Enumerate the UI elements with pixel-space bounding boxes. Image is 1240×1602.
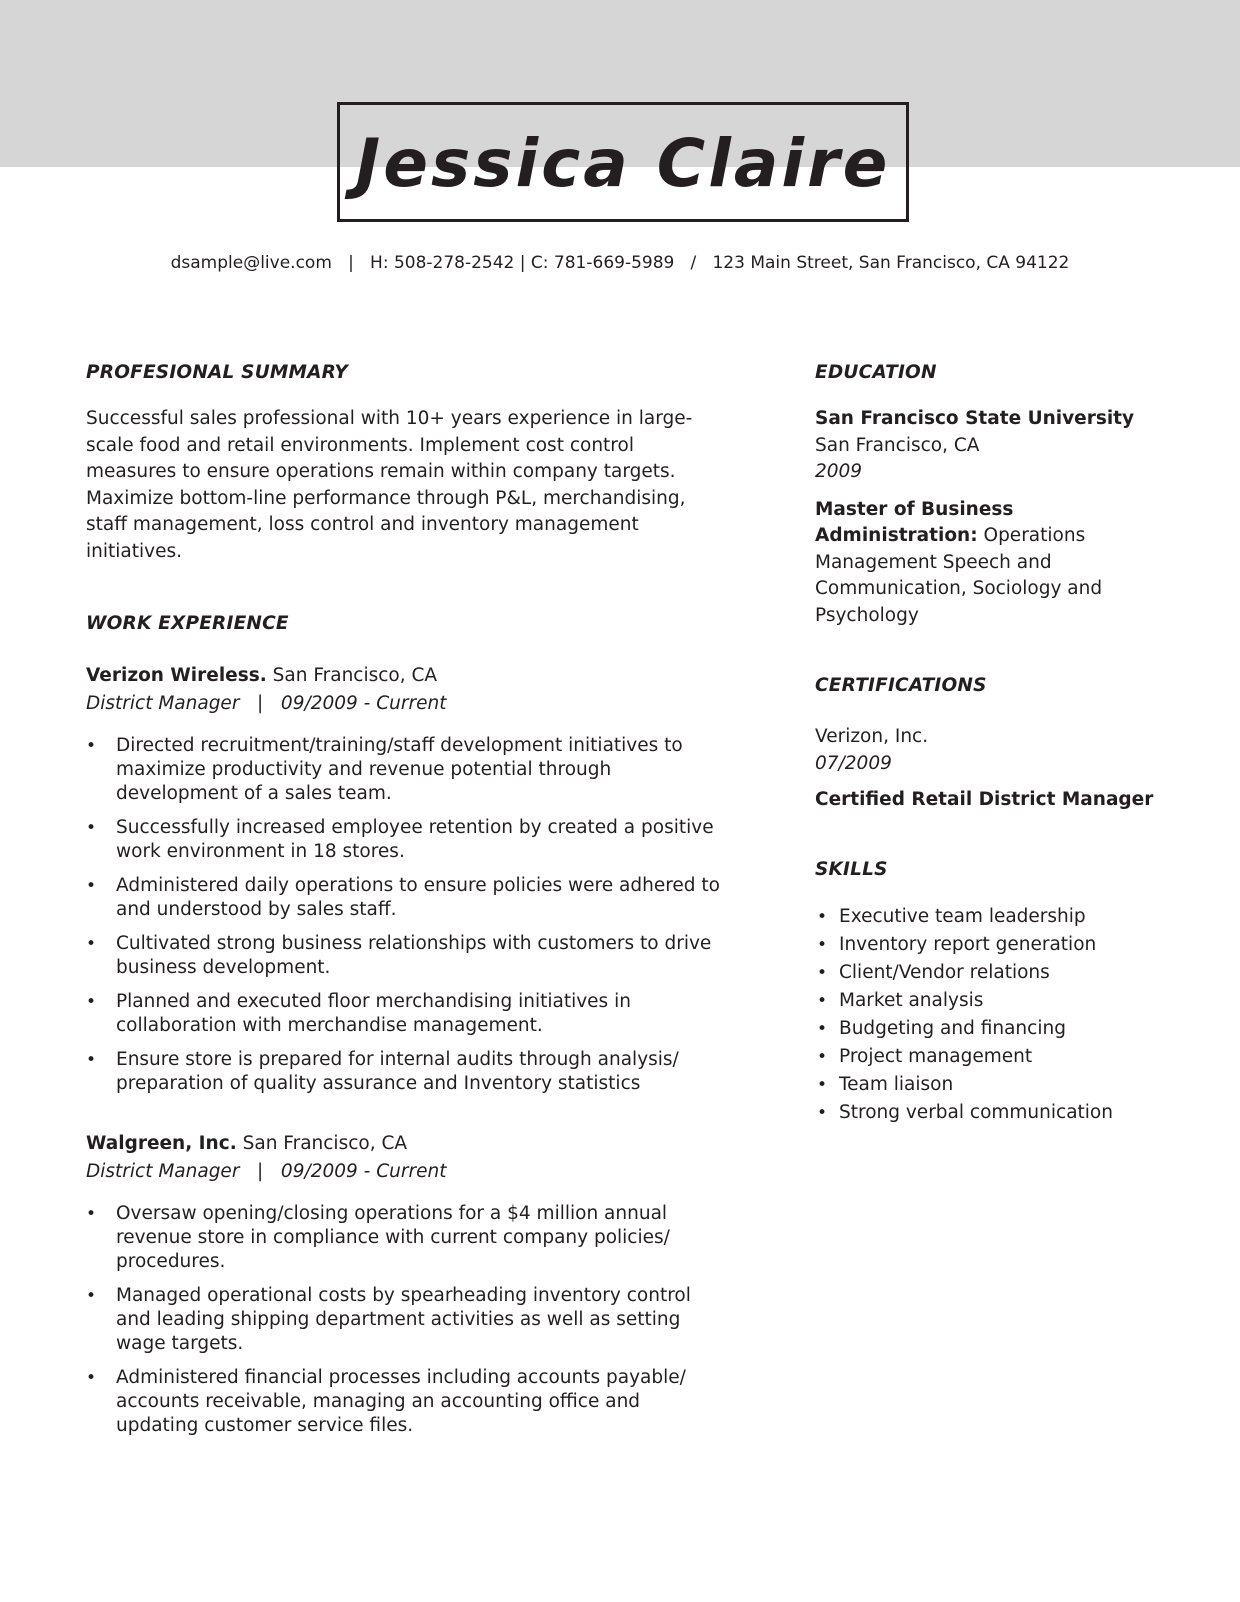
contact-line: dsample@live.com | H: 508-278-2542 | C: 781-669-5989 / 123 Main Street, San Francisco, CA 94122	[170, 253, 1070, 273]
job-location: San Francisco, CA	[236, 1133, 408, 1154]
job-bullet: • Managed operational costs by spearheading inventory control and leading shipping department activities as well as setting wage targets.	[86, 1284, 726, 1356]
job-location: San Francisco, CA	[266, 665, 438, 686]
degree	[815, 497, 1165, 630]
school-location: San Francisco, CA	[815, 434, 980, 456]
job-bullet: • Cultivated strong business relationships with customers to drive business development.	[86, 932, 726, 980]
summary-title: PROFESIONAL SUMMARY	[86, 362, 348, 383]
skill-item: • Budgeting and financing	[815, 1015, 1165, 1043]
skills-list	[815, 903, 1165, 1127]
left-column	[86, 360, 726, 1448]
job-title-dates: District Manager | 09/2009 - Current	[86, 1161, 447, 1182]
certifications-title: CERTIFICATIONS	[815, 675, 987, 696]
degree-name: Master of Business Administration:	[815, 498, 1014, 546]
job-heading	[86, 1130, 726, 1158]
job-bullet: • Administered financial processes including accounts payable/ accounts receivable, managing an accounting office and updating customer service files.	[86, 1366, 726, 1438]
job-bullet: • Administered daily operations to ensure policies were adhered to and understood by sales staff.	[86, 874, 726, 922]
cert-name: Certified Retail District Manager	[815, 789, 1154, 810]
job-bullet: • Planned and executed floor merchandising initiatives in collaboration with merchandise management.	[86, 990, 726, 1038]
job-bullet: • Oversaw opening/closing operations for a $4 million annual revenue store in compliance with current company policies/ procedures.	[86, 1202, 726, 1274]
candidate-name: Jessica Claire	[355, 125, 891, 202]
summary-text: Successful sales professional with 10+ years experience in large-scale food and retail environments. Implement cost control measures to ensure operations remain within company targets. Maximize bottom-line performance through P&L, merchandising, staff management, loss control and inventory management initiatives.	[86, 408, 693, 562]
skills-title: SKILLS	[815, 858, 888, 880]
skill-item: • Strong verbal communication	[815, 1099, 1165, 1127]
school-name: San Francisco State University	[815, 408, 1135, 429]
degree-field: Operations Management Speech and Communication, Sociology and Psychology	[815, 525, 1103, 626]
job-company: Walgreen, Inc.	[86, 1133, 237, 1154]
skill-item: • Team liaison	[815, 1071, 1165, 1099]
job-bullets	[86, 1202, 726, 1438]
job-company: Verizon Wireless.	[86, 665, 267, 686]
skill-item: • Market analysis	[815, 987, 1165, 1015]
job-verizon	[86, 662, 726, 1096]
skill-item: • Client/Vendor relations	[815, 959, 1165, 987]
education-entry	[815, 406, 1165, 486]
work-title: WORK EXPERIENCE	[86, 613, 289, 634]
right-column	[815, 360, 1165, 1127]
name-box	[337, 102, 909, 222]
job-title-dates: District Manager | 09/2009 - Current	[86, 693, 447, 714]
graduation-year: 2009	[815, 461, 863, 482]
job-bullet: • Directed recruitment/training/staff development initiatives to maximize productivity and revenue potential through development of a sales team.	[86, 734, 726, 806]
cert-date: 07/2009	[815, 752, 892, 774]
job-bullet: • Successfully increased employee retention by created a positive work environment in 18 stores.	[86, 816, 726, 864]
job-bullets	[86, 734, 726, 1096]
education-title: EDUCATION	[815, 362, 937, 383]
skill-item: • Project management	[815, 1043, 1165, 1071]
skill-item: • Inventory report generation	[815, 931, 1165, 959]
skill-item: • Executive team leadership	[815, 903, 1165, 931]
certification-entry	[815, 724, 1165, 777]
cert-issuer: Verizon, Inc.	[815, 726, 929, 747]
job-walgreen	[86, 1130, 726, 1438]
job-heading	[86, 662, 726, 690]
job-bullet: • Ensure store is prepared for internal audits through analysis/ preparation of quality assurance and Inventory statistics	[86, 1048, 726, 1096]
